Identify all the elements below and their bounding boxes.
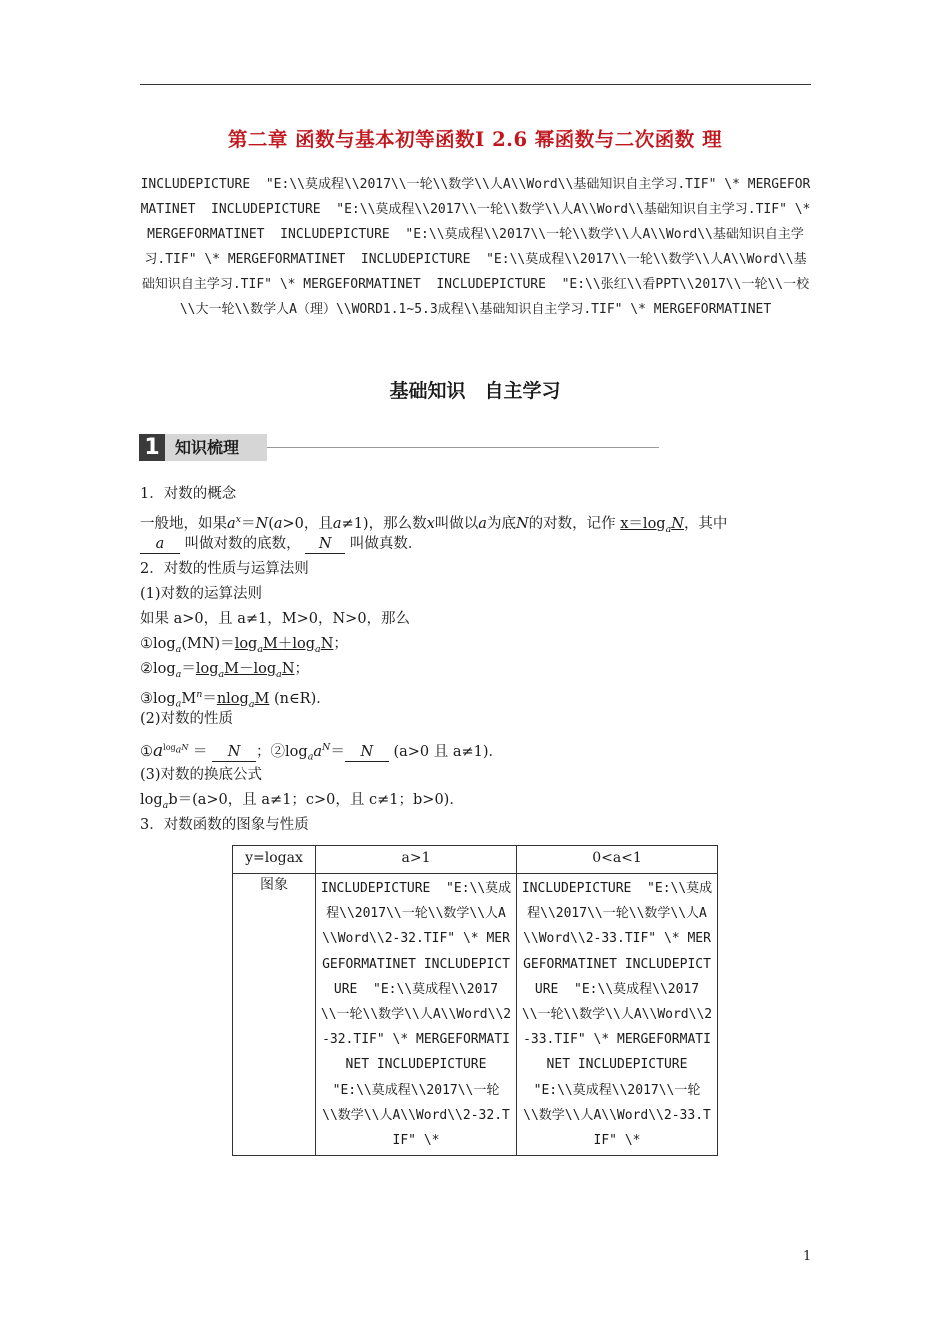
banner-rule bbox=[267, 447, 659, 448]
blank-identity-1: N bbox=[212, 743, 256, 762]
table-header-row bbox=[233, 846, 718, 874]
log-notation: $x=\log_aN$ bbox=[620, 515, 684, 535]
main-content bbox=[140, 482, 815, 838]
subheading-rules: (1)对数的运算法则 bbox=[140, 586, 263, 602]
page-number: 1 bbox=[803, 1249, 812, 1264]
table-header: 0<a<1 bbox=[517, 846, 718, 874]
document-title: 第二章 函数与基本初等函数Ⅰ 2.6 幂函数与二次函数 理 bbox=[227, 128, 723, 151]
table-header: y=logax bbox=[233, 846, 316, 874]
banner-label: 知识梳理 bbox=[165, 434, 267, 461]
log-function-table bbox=[232, 845, 718, 1156]
heading-log-function: 3．对数函数的图象与性质 bbox=[140, 817, 309, 833]
table-cell: INCLUDEPICTURE "E:\\莫成程\\2017\\一轮\\数学\\人A\\Word\\2-33.TIF" \* MERGEFORMATINET INCLUDEPICTURE "E:\\莫成程\\2017\\一轮\\数学\\人A\\Word\\2-33.TIF" \* MERGEFORMATINET INCLUDEPICTURE "E:\\莫成程\\2017\\一轮\\数学\\人A\\Word\\2-33.TIF" \* bbox=[517, 874, 718, 1156]
rule-quotient: $②\log_a=\log_aM-\log_aN$； bbox=[140, 661, 310, 680]
rule-power: $③\log_aM^n=nlog_aM$ (n∈R)． bbox=[140, 689, 331, 710]
subheading-properties: (2)对数的性质 bbox=[140, 711, 234, 727]
change-of-base-formula: $\log_ab=(a>0$，且 a≠1；c>0，且 c≠1；b>0)． bbox=[140, 792, 464, 811]
blank-base: a bbox=[140, 535, 180, 554]
heading-log-concept: 1．对数的概念 bbox=[140, 486, 237, 502]
definition-line: 一般地，如果$a^x=N(a>0$，且a≠1)，那么数x叫做以a为底N的对数，记作 $x=\log_aN$，其中 bbox=[140, 514, 728, 535]
blank-identity-2: N bbox=[345, 743, 389, 762]
knowledge-banner bbox=[139, 434, 524, 464]
property-line: $①a^{log_aN} = N$ ；$②\log_aa^N= N$ (a>0 且 a≠1)． bbox=[140, 740, 504, 763]
banner-number: 1 bbox=[139, 434, 165, 461]
table-row bbox=[233, 874, 718, 1156]
header-rule bbox=[140, 84, 811, 85]
heading-log-properties: 2．对数的性质与运算法则 bbox=[140, 561, 309, 577]
subheading-change-of-base: (3)对数的换底公式 bbox=[140, 767, 263, 783]
blank-antilog: N bbox=[305, 535, 345, 554]
base-line: a 叫做对数的底数， N 叫做真数． bbox=[140, 532, 815, 557]
table-row-label: 图象 bbox=[233, 874, 316, 1156]
table-header: a>1 bbox=[316, 846, 517, 874]
include-field-code: INCLUDEPICTURE "E:\\莫成程\\2017\\一轮\\数学\\人A\\Word\\基础知识自主学习.TIF" \* MERGEFORMATINET INCLUDEPICTURE "E:\\莫成程\\2017\\一轮\\数学\\人A\\Word\\基础知识自主学习.TIF" \* MERGEFORMATINET INCLUDEPICTURE "E:\\莫成程\\2017\\一轮\\数学\\人A\\Word\\基础知识自主学习.TIF" \* MERGEFORMATINET INCLUDEPICTURE "E:\\莫成程\\2017\\一轮\\数学\\人A\\Word\\基础知识自主学习.TIF" \* MERGEFORMATINET INCLUDEPICTURE "E:\\张红\\看PPT\\2017\\一轮\\一校\\大一轮\\数学人A（理）\\WORD1.1~5.3成程\\基础知识自主学习.TIF" \* MERGEFORMATINET bbox=[140, 177, 819, 317]
rule-product: $①\log_a(MN)=\log_aM+\log_aN$； bbox=[140, 636, 348, 655]
section-title: 基础知识 自主学习 bbox=[389, 380, 561, 402]
table-cell: INCLUDEPICTURE "E:\\莫成程\\2017\\一轮\\数学\\人A\\Word\\2-32.TIF" \* MERGEFORMATINET INCLUDEPICTURE "E:\\莫成程\\2017\\一轮\\数学\\人A\\Word\\2-32.TIF" \* MERGEFORMATINET INCLUDEPICTURE "E:\\莫成程\\2017\\一轮\\数学\\人A\\Word\\2-32.TIF" \* bbox=[316, 874, 517, 1156]
condition-line: 如果 a>0，且 a≠1，M>0，N>0，那么 bbox=[140, 611, 411, 627]
